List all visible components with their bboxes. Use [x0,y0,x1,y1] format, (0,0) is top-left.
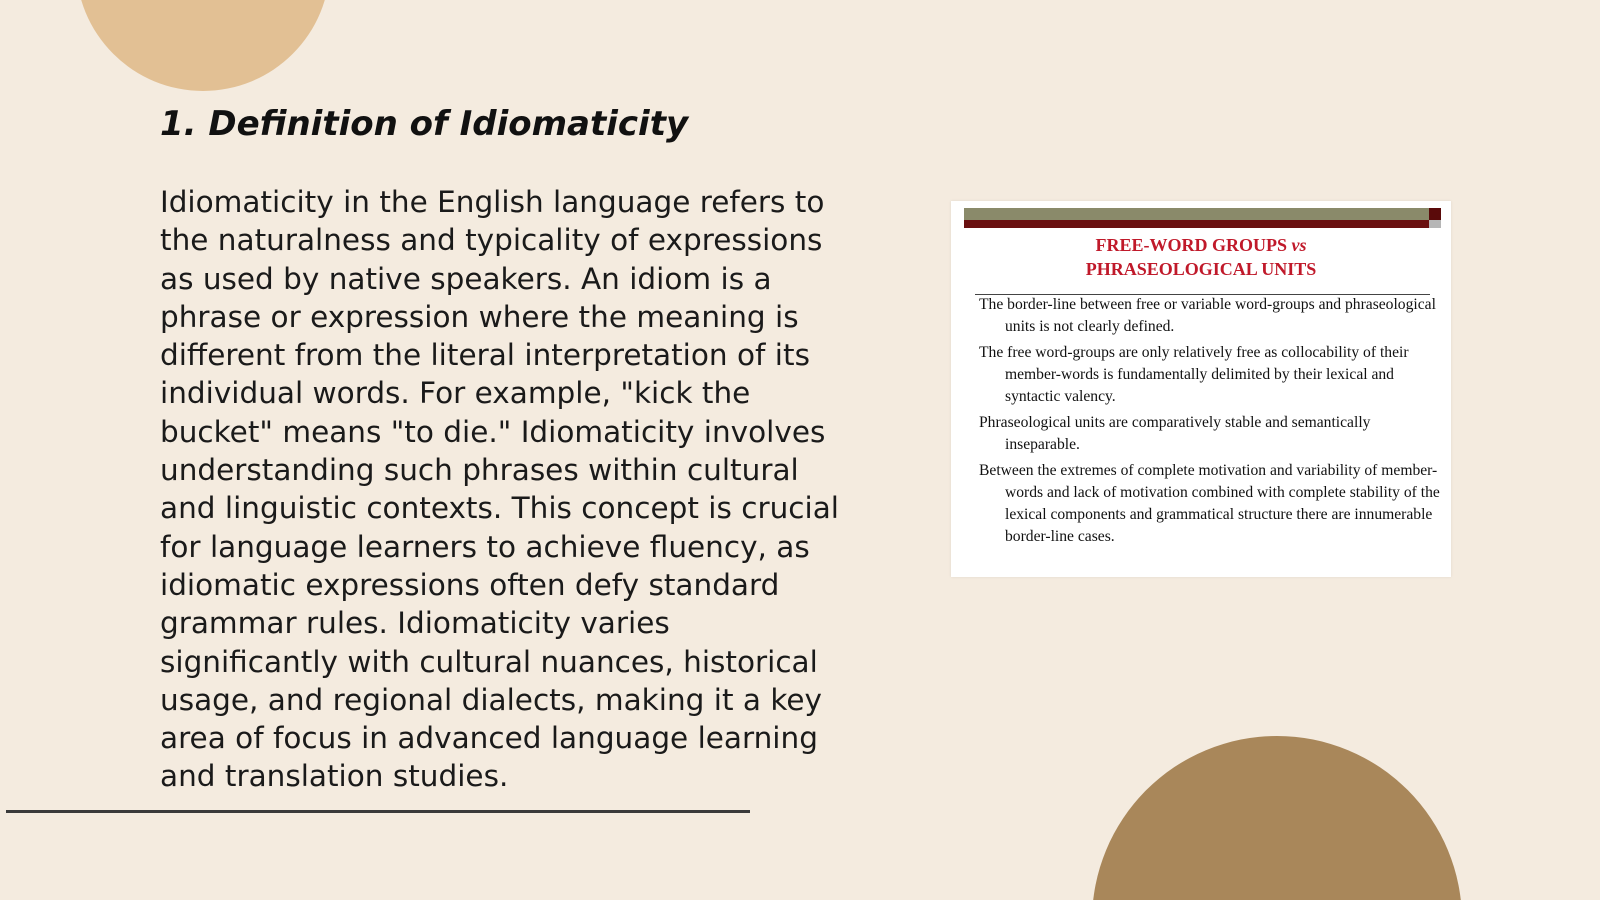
ref-heading-part1: FREE-WORD GROUPS [1095,235,1287,255]
ref-top-bar-accent [964,220,1429,228]
ref-point: The free word-groups are only relatively free as collocability of their member-words is fundamentally delimited by their lexical and syntactic valency. [979,344,1409,405]
decorative-circle-bottom [1092,736,1462,900]
ref-point: Phraseological units are comparatively stable and semantically inseparable. [979,414,1371,453]
slide-title: 1. Definition of Idiomaticity [160,104,689,144]
ref-point: Between the extremes of complete motivation and variability of member-words and lack of motivation combined with complete stability of the lexical components and grammatical structure there are innumerable border-line cases. [979,462,1440,545]
ref-bar-cap-light [1429,220,1441,228]
ref-heading-part2: PHRASEOLOGICAL UNITS [1085,259,1317,279]
divider-line [6,810,750,813]
ref-top-bar [964,208,1429,220]
ref-heading [951,233,1451,281]
decorative-circle-top [76,0,330,91]
ref-points-list [979,294,1441,552]
slide-body-text: Idiomaticity in the English language refers to the naturalness and typicality of expressions as used by native speakers. An idiom is a phrase or expression where the meaning is different from the literal interpretation of its individual words. For example, "kick the bucket" means "to die." Idiomaticity involves understanding such phrases within cultural and linguistic contexts. This concept is crucial for language learners to achieve fluency, as idiomatic expressions often defy standard grammar rules. Idiomaticity varies significantly with cultural nuances, historical usage, and regional dialects, making it a key area of focus in advanced language learning and translation studies. [160,185,839,794]
ref-heading-vs: vs [1291,235,1307,255]
ref-point: The border-line between free or variable word-groups and phraseological units is not clearly defined. [979,296,1436,335]
reference-image [951,201,1451,577]
